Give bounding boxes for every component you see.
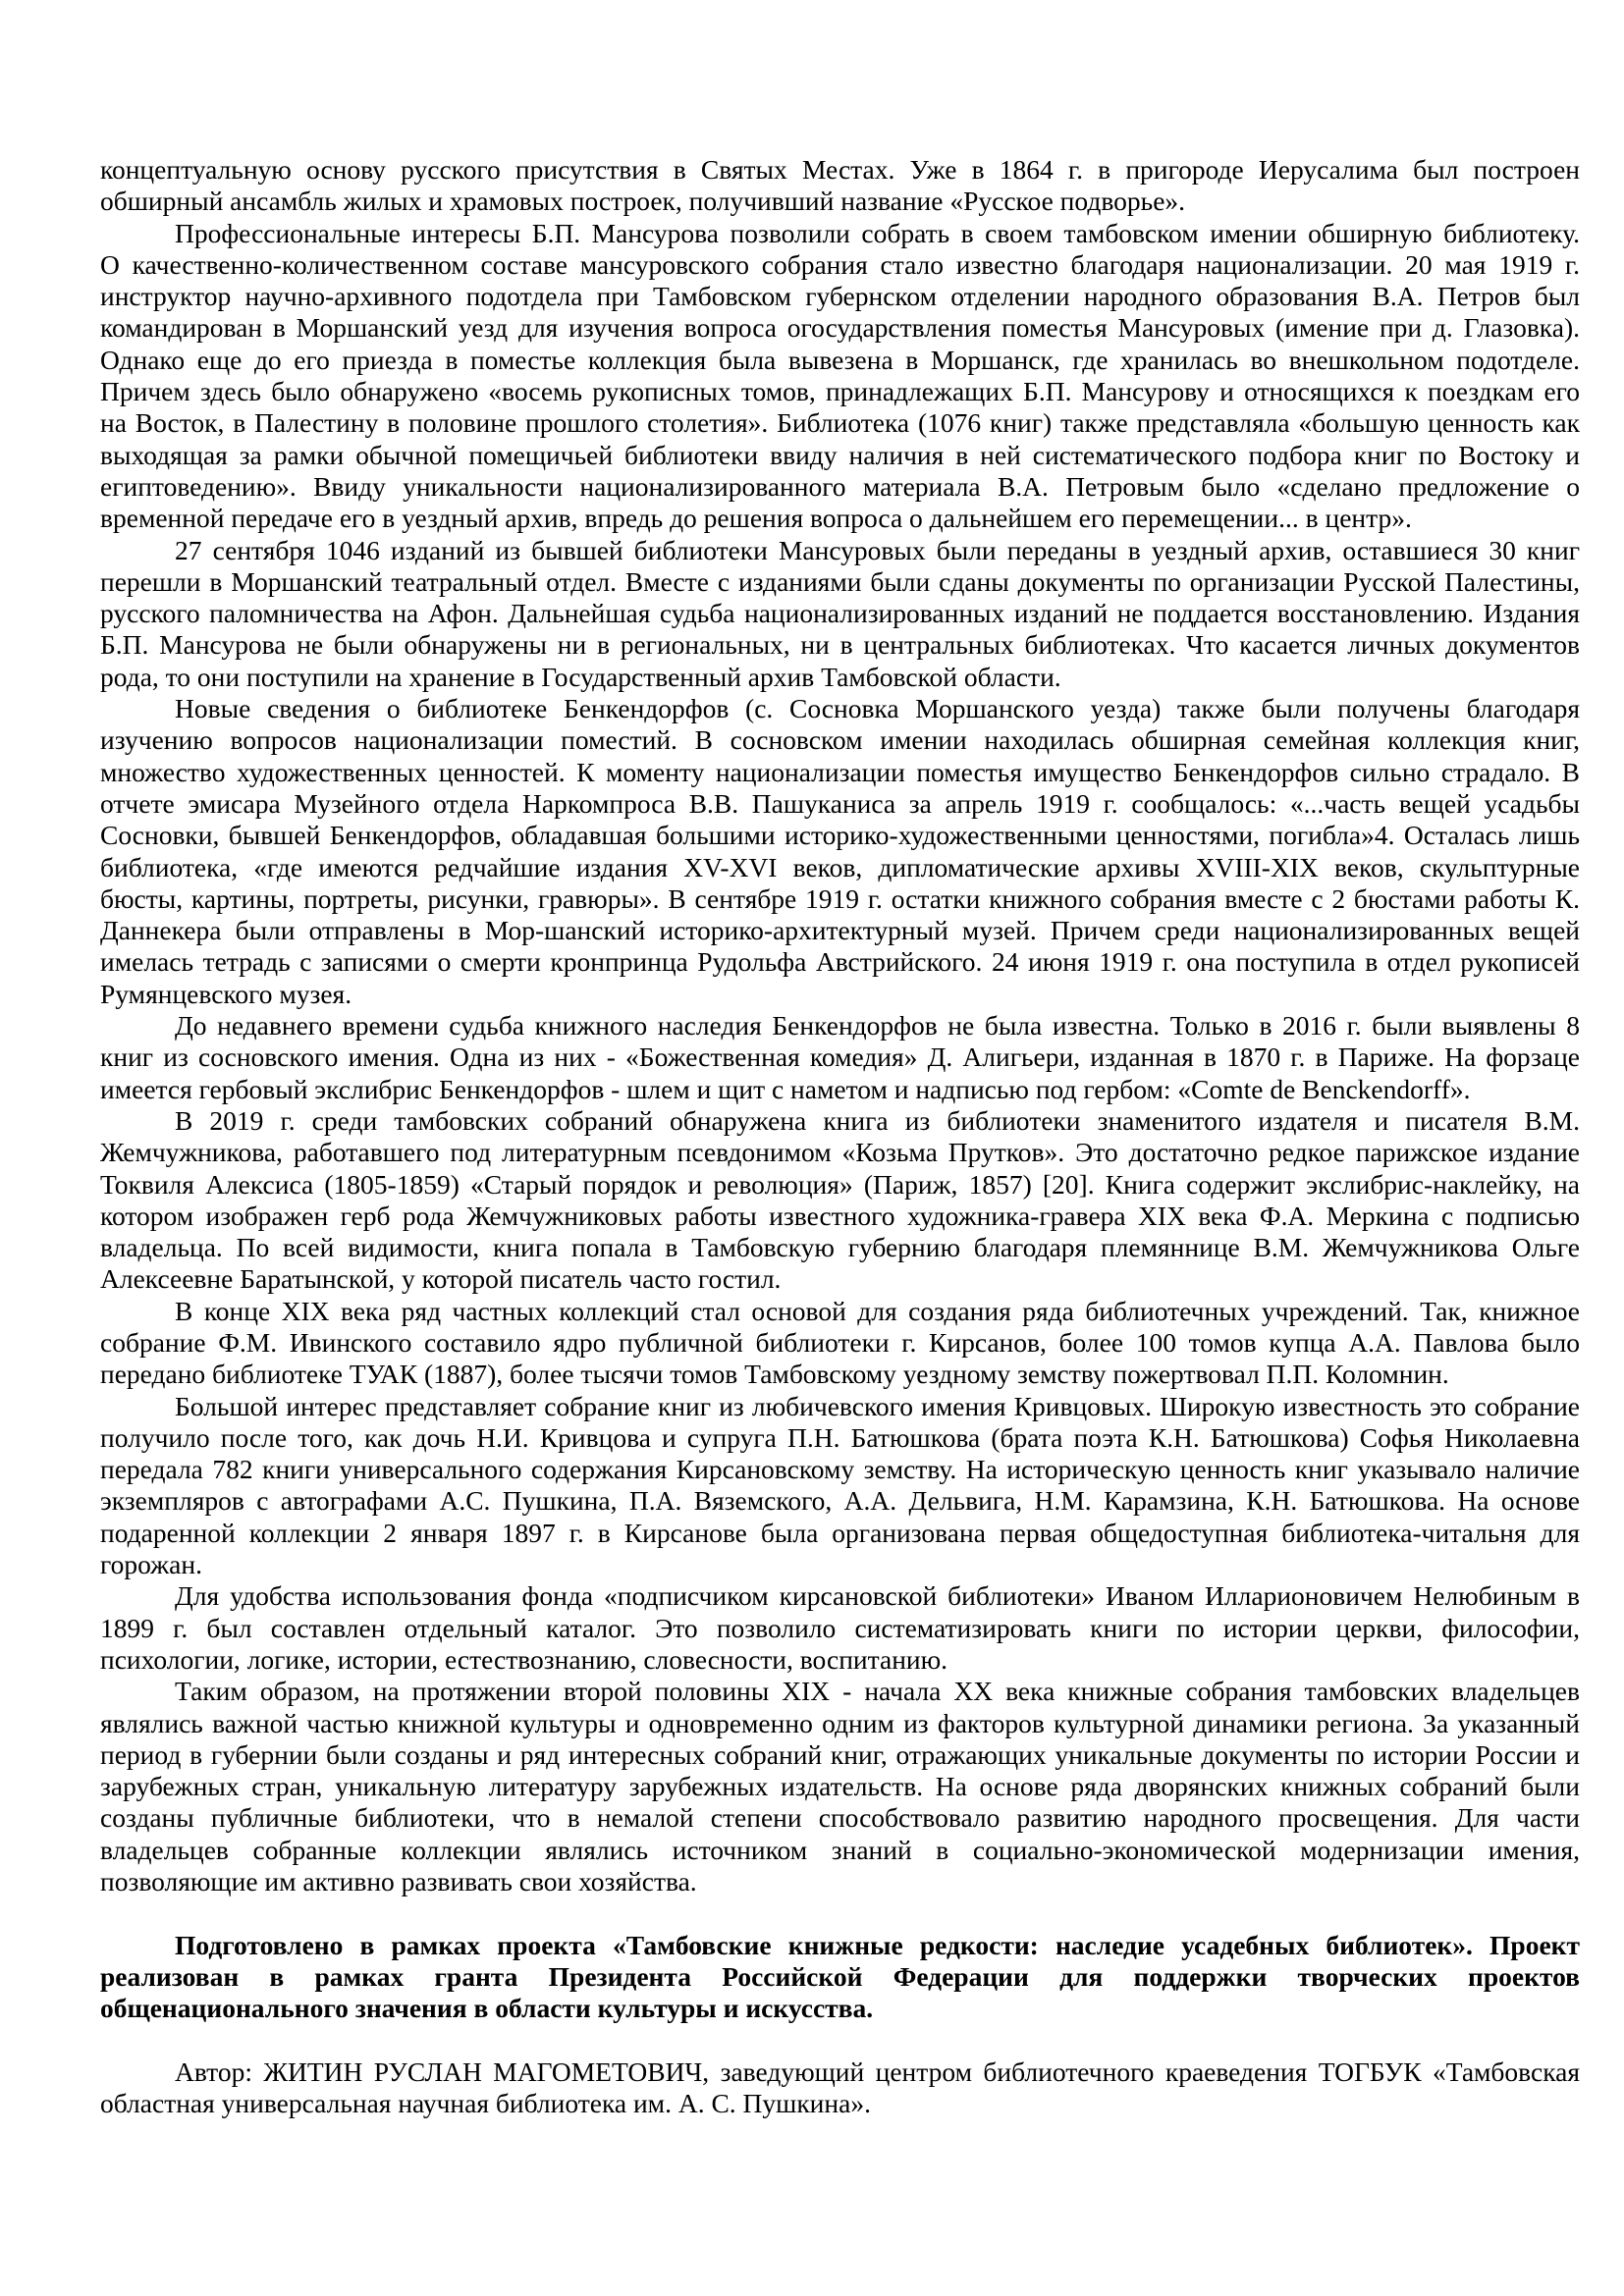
text-line: зарубежных стран, уникальную литературу зарубежных издательств. На основе ряда дворянских книжных собраний были <box>100 1771 1580 1802</box>
text-line: Б.П. Мансурова не были обнаружены ни в региональных, ни в центральных библиотеках. Что касается личных документов <box>100 629 1580 661</box>
text-line: Алексеевне Баратынской, у которой писатель часто гостил. <box>100 1263 782 1295</box>
text-line: Подготовлено в рамках проекта «Тамбовские книжные редкости: наследие усадебных библиотек». Проект <box>175 1929 1580 1960</box>
text-line: Даннекера были отправлены в Мор-шанский историко-архитектурный музей. Причем среди национализированных вещей <box>100 915 1580 946</box>
text-line: Новые сведения о библиотеке Бенкендорфов (с. Сосновка Моршанского уезда) также были получены благодаря <box>175 693 1580 724</box>
spacer <box>100 2025 1580 2056</box>
text-line: концептуальную основу русского присутствия в Святых Местах. Уже в 1864 г. в пригороде Иерусалима был построен <box>100 154 1580 185</box>
acknowledgement-paragraph <box>100 1930 1580 2025</box>
text-line: владельцев собранные коллекции являлись источником знаний в социально-экономической модернизации имения, <box>100 1834 1580 1865</box>
spacer <box>100 1897 1580 1929</box>
paragraph <box>100 1580 1580 1676</box>
text-line: египтоведению». Ввиду уникальности национализированного материала В.А. Петровым было «сделано предложение о <box>100 470 1580 502</box>
text-line: получило после того, как дочь Н.И. Кривцова и супруга П.Н. Батюшкова (брата поэта К.Н. Батюшкова) Софья Николаевна <box>100 1421 1580 1453</box>
text-line: подаренной коллекции 2 января 1897 г. в Кирсанове была организована первая общедоступная библиотека-читальня для <box>100 1517 1580 1548</box>
paragraph <box>100 535 1580 693</box>
text-line: общенационального значения в области культуры и искусства. <box>100 1993 874 2024</box>
text-line: созданы публичные библиотеки, что в немалой степени способствовало развитию народного просвещения. Для части <box>100 1802 1580 1834</box>
text-line: реализован в рамках гранта Президента Российской Федерации для поддержки творческих проектов <box>100 1960 1580 1992</box>
article-body <box>100 154 1580 1897</box>
text-line: имелась тетрадь с записями о смерти кронпринца Рудольфа Австрийского. 24 июня 1919 г. она поступила в отдел рукописей <box>100 946 1580 978</box>
text-line: горожан. <box>100 1549 202 1580</box>
text-line: позволяющие им активно развивать свои хозяйства. <box>100 1866 697 1897</box>
text-line: временной передаче его в уездный архив, впредь до решения вопроса о дальнейшем его перемещении... в центр». <box>100 503 1412 534</box>
text-line: 1899 г. был составлен отдельный каталог. Это позволило систематизировать книги по истории церкви, философии, <box>100 1612 1580 1643</box>
text-line: перешли в Моршанский театральный отдел. Вместе с изданиями были сданы документы по организации Русской Палестины, <box>100 565 1580 597</box>
text-line: Для удобства использования фонда «подписчиком кирсановской библиотеки» Иваном Илларионовичем Нелюбиным в <box>175 1580 1580 1612</box>
text-line: До недавнего времени судьба книжного наследия Бенкендорфов не была известна. Только в 2016 г. были выявлены 8 <box>175 1010 1580 1041</box>
paragraph <box>100 218 1580 535</box>
text-line: являлись важной частью книжной культуры и одновременно одним из факторов культурной динамики региона. За указанный <box>100 1707 1580 1738</box>
paragraph <box>100 1676 1580 1897</box>
document-page <box>100 154 1580 2119</box>
text-line: экземпляров с автографами А.С. Пушкина, П.А. Вяземского, А.А. Дельвига, Н.М. Карамзина, К.Н. Батюшкова. На основе <box>100 1485 1580 1517</box>
text-line: передала 782 книги универсального содержания Кирсановскому земству. На историческую ценность книг указывало наличие <box>100 1454 1580 1485</box>
text-line: Таким образом, на протяжении второй половины XIX - начала XX века книжные собрания тамбовских владельцев <box>175 1676 1580 1707</box>
text-line: В конце XIX века ряд частных коллекций стал основой для создания ряда библиотечных учреждений. Так, книжное <box>175 1295 1580 1326</box>
text-line: Причем здесь было обнаружено «восемь рукописных томов, принадлежащих Б.П. Мансурову и относящихся к поездкам его <box>100 376 1580 407</box>
text-line: инструктор научно-архивного подотдела при Тамбовском губернском отделении народного образования В.А. Петров был <box>100 281 1580 312</box>
text-line: психологии, логике, истории, естествознанию, словесности, воспитанию. <box>100 1643 948 1675</box>
paragraph <box>100 1010 1580 1105</box>
text-line: собрание Ф.М. Ивинского составило ядро публичной библиотеки г. Кирсанов, более 100 томов купца А.А. Павлова было <box>100 1326 1580 1358</box>
text-line: Профессиональные интересы Б.П. Мансурова позволили собрать в своем тамбовском имении обширную библиотеку. <box>175 217 1580 248</box>
text-line: бюсты, картины, портреты, рисунки, гравюры». В сентябре 1919 г. остатки книжного собрания вместе с 2 бюстами работы К. <box>100 882 1580 914</box>
text-line: О качественно-количественном составе мансуровского собрания стало известно благодаря национализации. 20 мая 1919 г. <box>100 248 1580 280</box>
paragraph <box>100 693 1580 1010</box>
text-line: изучению вопросов национализации поместий. В сосновском имении находилась обширная семейная коллекция книг, <box>100 724 1580 756</box>
paragraph <box>100 1105 1580 1296</box>
text-line: областная универсальная научная библиотека им. А. С. Пушкина». <box>100 2088 871 2119</box>
paragraph <box>100 1296 1580 1391</box>
text-line: книг из сосновского имения. Одна из них - «Божественная комедия» Д. Алигьери, изданная в 1870 г. в Париже. На форзаце <box>100 1041 1580 1073</box>
text-line: командирован в Моршанский уезд для изучения вопроса огосударствления поместья Мансуровых (имение при д. Глазовка). <box>100 312 1580 344</box>
text-line: Сосновки, бывшей Бенкендорфов, обладавшая большими историко-художественными ценностями, погибла»4. Осталась лишь <box>100 820 1580 851</box>
project-acknowledgement <box>100 1930 1580 2025</box>
text-line: на Восток, в Палестину в половине прошлого столетия». Библиотека (1076 книг) также представляла «большую ценность как <box>100 407 1580 439</box>
paragraph <box>100 154 1580 218</box>
text-line: 27 сентября 1046 изданий из бывшей библиотеки Мансуровых были переданы в уездный архив, оставшиеся 30 книг <box>175 534 1580 565</box>
text-line: имеется гербовый экслибрис Бенкендорфов - шлем и щит с наметом и надписью под гербом: «Comte de Benckendorff». <box>100 1073 1471 1104</box>
text-line: Жемчужникова, работавшего под литературным псевдонимом «Козьма Прутков». Это достаточно редкое парижское издание <box>100 1137 1580 1168</box>
paragraph <box>100 1391 1580 1581</box>
text-line: отчете эмисара Музейного отдела Наркомпроса В.В. Пашуканиса за апрель 1919 г. сообщалось: «...часть вещей усадьбы <box>100 787 1580 819</box>
text-line: рода, то они поступили на хранение в Государственный архив Тамбовской области. <box>100 661 1061 692</box>
text-line: передано библиотеке ТУАК (1887), более тысячи томов Тамбовскому уездному земству пожертвовал П.П. Коломнин. <box>100 1359 1449 1390</box>
text-line: множество художественных ценностей. К моменту национализации поместья имущество Бенкендорфов сильно страдало. В <box>100 756 1580 787</box>
text-line: В 2019 г. среди тамбовских собраний обнаружена книга из библиотеки знаменитого издателя и писателя В.М. <box>175 1104 1580 1136</box>
text-line: Токвиля Алексиса (1805-1859) «Старый порядок и революция» (Париж, 1857) [20]. Книга содержит экслибрис-наклейку, на <box>100 1168 1580 1200</box>
text-line: Однако еще до его приезда в поместье коллекция была вывезена в Моршанск, где хранилась во внешкольном подотделе. <box>100 344 1580 375</box>
author-info <box>100 2056 1580 2120</box>
text-line: обширный ансамбль жилых и храмовых построек, получивший название «Русское подворье». <box>100 186 1186 217</box>
text-line: выходящая за рамки обычной помещичьей библиотеки ввиду наличия в ней систематического подбора книг по Востоку и <box>100 439 1580 470</box>
author-paragraph <box>100 2056 1580 2120</box>
text-line: библиотека, «где имеются редчайшие издания XV-XVI веков, дипломатические архивы XVIII-XIX веков, скульптурные <box>100 851 1580 882</box>
text-line: Автор: ЖИТИН РУСЛАН МАГОМЕТОВИЧ, заведующий центром библиотечного краеведения ТОГБУК «Тамбовская <box>175 2056 1580 2087</box>
text-line: Румянцевского музея. <box>100 978 352 1009</box>
text-line: русского паломничества на Афон. Дальнейшая судьба национализированных изданий не поддается восстановлению. Издания <box>100 598 1580 629</box>
text-line: владельца. По всей видимости, книга попала в Тамбовскую губернию благодаря племяннице В.М. Жемчужникова Ольге <box>100 1232 1580 1263</box>
text-line: Большой интерес представляет собрание книг из любичевского имения Кривцовых. Широкую известность это собрание <box>175 1390 1580 1421</box>
text-line: период в губернии были созданы и ряд интересных собраний книг, отражающих уникальные документы по истории России и <box>100 1738 1580 1770</box>
text-line: котором изображен герб рода Жемчужниковых работы известного художника-гравера XIX века Ф.А. Меркина с подписью <box>100 1200 1580 1231</box>
